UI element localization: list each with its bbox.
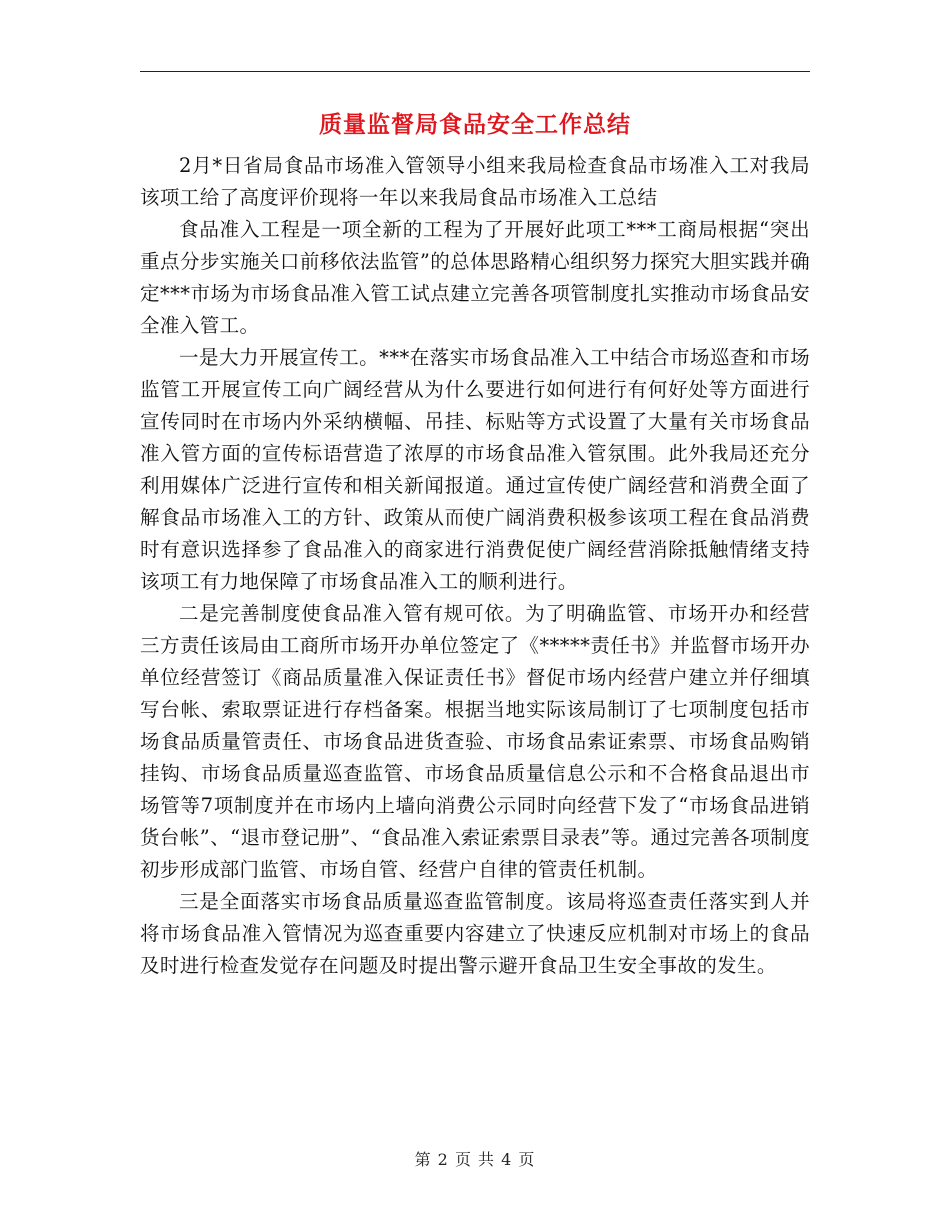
paragraph-regulations: 二是完善制度使食品准入管有规可依。为了明确监管、市场开办和经营三方责任该局由工商所市场开办单位签定了《*****责任书》并监督市场开办单位经营签订《商品质量准入保证责任书》督促市场内经营户建立并仔细填写台帐、索取票证进行存档备案。根据当地实际该局制订了七项制度包括市场食品质量管责任、市场食品进货查验、市场食品索证索票、市场食品购销挂钩、市场食品质量巡查监管、市场食品质量信息公示和不合格食品退出市场管等7项制度并在市场内上墙向消费公示同时向经营下发了“市场食品进销货台帐”、“退市登记册”、“食品准入索证索票目录表”等。通过完善各项制度初步形成部门监管、市场自管、经营户自律的管责任机制。 bbox=[140, 602, 810, 881]
document-title: 质量监督局食品安全工作总结 bbox=[319, 112, 631, 138]
header-rule bbox=[140, 71, 810, 72]
paragraph-publicity: 一是大力开展宣传工。***在落实市场食品准入工中结合市场巡查和市场监管工开展宣传工向广阔经营从为什么要进行如何进行有何好处等方面进行宣传同时在市场内外采纳横幅、吊挂、标贴等方式设置了大量有关市场食品准入管方面的宣传标语营造了浓厚的市场食品准入管氛围。此外我局还充分利用媒体广泛进行宣传和相关新闻报道。通过宣传使广阔经营和消费全面了解食品市场准入工的方针、政策从而使广阔消费积极参该项工程在食品消费时有意识选择参了食品准入的商家进行消费促使广阔经营消除抵触情绪支持该项工有力地保障了市场食品准入工的顺利进行。 bbox=[140, 346, 810, 593]
document-body bbox=[140, 150, 810, 982]
page-number: 第 2 页 共 4 页 bbox=[414, 1150, 536, 1169]
paragraph-overview: 食品准入工程是一项全新的工程为了开展好此项工***工商局根据“突出重点分步实施关口前移依法监管”的总体思路精心组织努力探究大胆实践并确定***市场为市场食品准入管工试点建立完善各项管制度扎实推动市场食品安全准入管工。 bbox=[140, 218, 810, 337]
paragraph-intro: 2月*日省局食品市场准入管领导小组来我局检查食品市场准入工对我局该项工给了高度评价现将一年以来我局食品市场准入工总结 bbox=[140, 154, 810, 209]
paragraph-inspection: 三是全面落实市场食品质量巡查监管制度。该局将巡查责任落实到人并将市场食品准入管情况为巡查重要内容建立了快速反应机制对市场上的食品及时进行检查发觉存在问题及时提出警示避开食品卫生安全事故的发生。 bbox=[140, 890, 810, 977]
